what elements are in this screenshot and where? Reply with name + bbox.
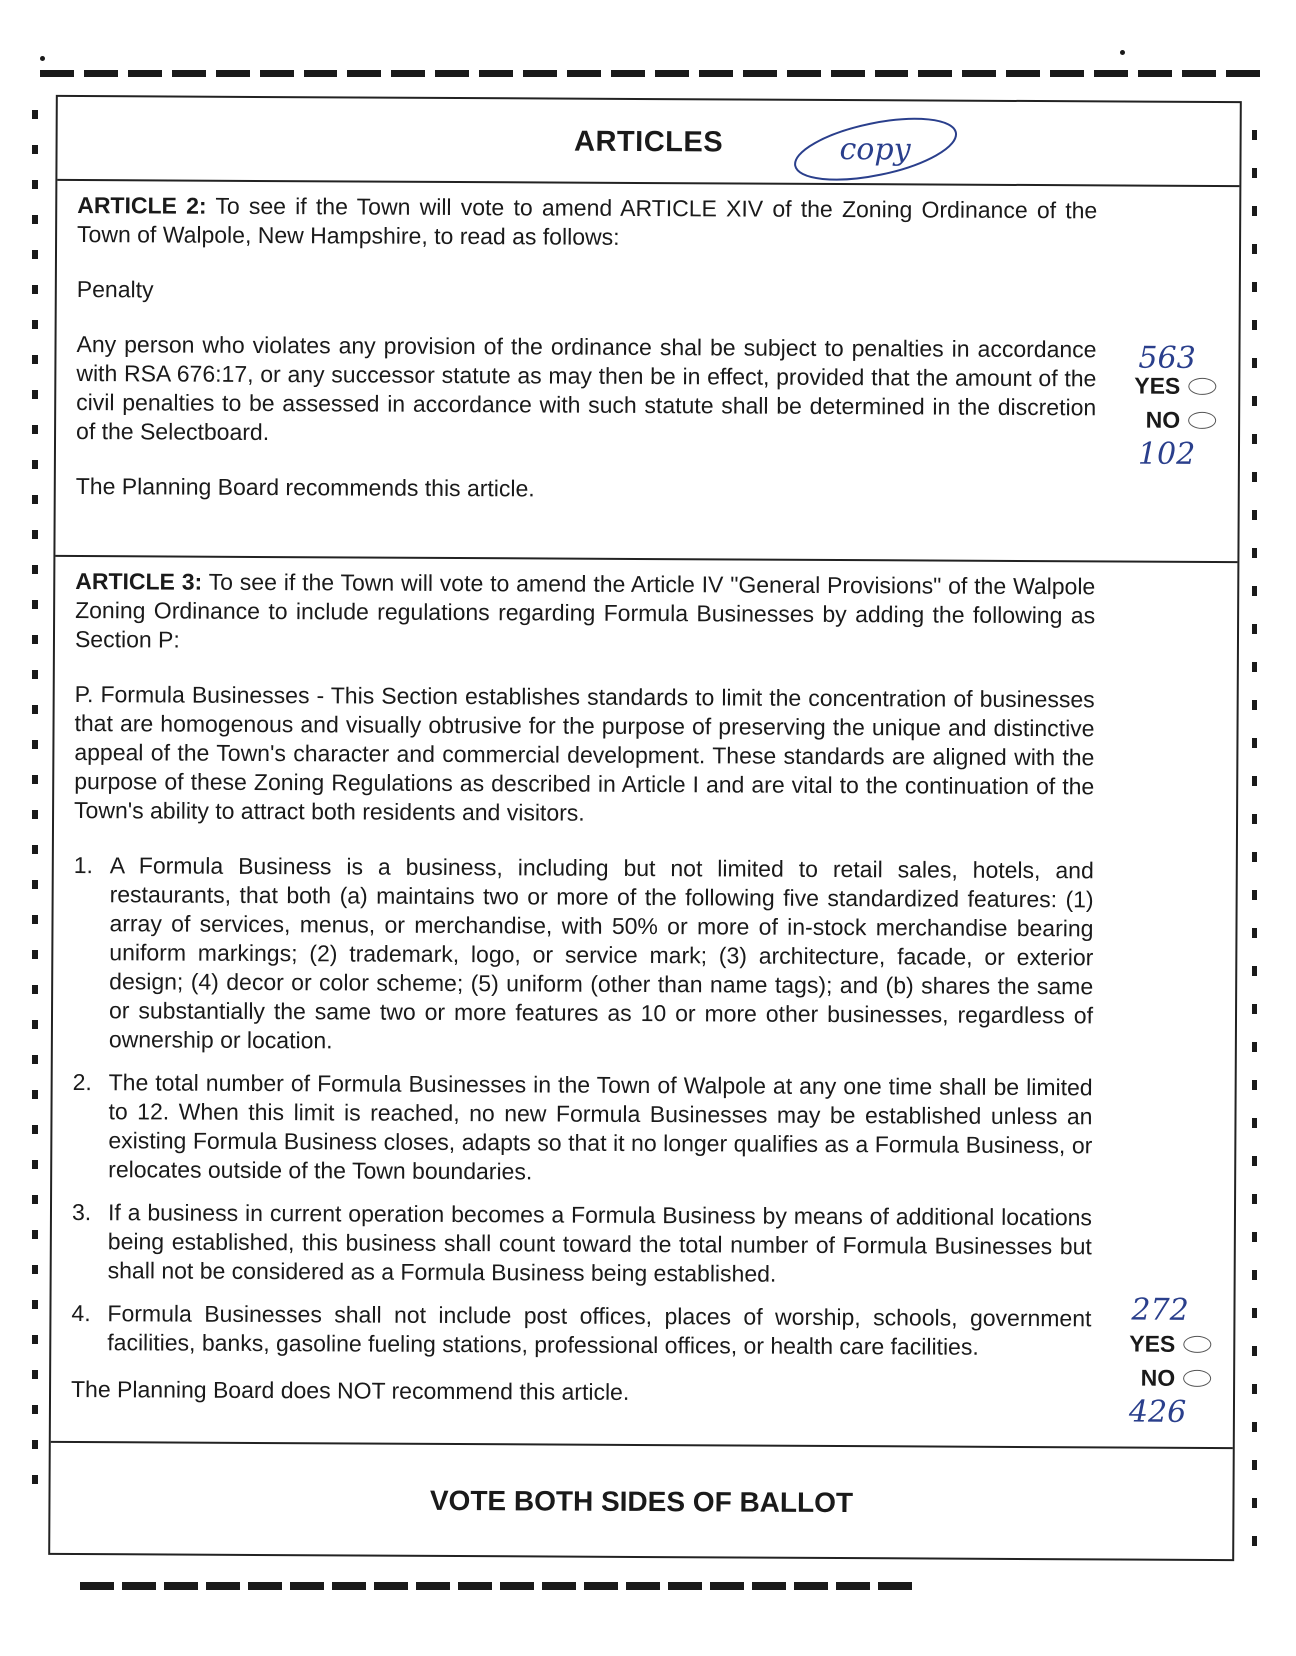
article-3-section — [51, 557, 1238, 1449]
timing-mark — [668, 1582, 702, 1590]
timing-mark — [32, 1230, 38, 1239]
timing-mark — [304, 70, 338, 77]
article-3-recommendation: The Planning Board does NOT recommend this article. — [70, 1376, 630, 1405]
timing-mark — [1252, 1080, 1257, 1090]
article-2-vote — [1116, 368, 1216, 437]
timing-mark — [32, 1370, 38, 1379]
timing-mark — [32, 1265, 38, 1274]
timing-mark — [699, 70, 733, 77]
timing-mark — [32, 1475, 38, 1484]
timing-mark — [260, 70, 294, 77]
timing-mark — [32, 705, 38, 714]
list-item: 3. If a business in current operation becomes a Formula Business by means of additional locations being established, this business shall count toward the total number of Formula Businesses but shall not be considered as a Formula Business being established. — [71, 1199, 1093, 1287]
ballot-box — [48, 95, 1242, 1561]
timing-mark — [743, 70, 777, 77]
article-3-intro: To see if the Town will vote to amend the Article IV "General Provisions" of the Walpole Zoning Ordinance to include regulations regarding Formula Businesses by adding the following as Section P: — [74, 568, 1096, 653]
timing-mark — [479, 70, 513, 77]
timing-mark — [1252, 206, 1257, 216]
timing-mark — [626, 1582, 660, 1590]
timing-mark — [1252, 1004, 1257, 1014]
timing-mark — [1252, 1308, 1257, 1318]
article-3-yes-option[interactable] — [1111, 1326, 1211, 1361]
timing-mark — [794, 1582, 828, 1590]
timing-mark — [32, 110, 38, 119]
timing-mark — [655, 70, 689, 77]
article-3-text — [71, 567, 1096, 1435]
article-2-recommendation: The Planning Board recommends this article. — [75, 473, 535, 502]
timing-mark — [32, 985, 38, 994]
timing-mark — [836, 1582, 870, 1590]
timing-mark — [1252, 282, 1257, 292]
timing-marks-bottom — [80, 1582, 920, 1590]
timing-mark — [32, 320, 38, 329]
timing-mark — [32, 495, 38, 504]
timing-mark — [1252, 928, 1257, 938]
timing-mark — [32, 635, 38, 644]
timing-mark — [1094, 70, 1128, 77]
timing-mark — [332, 1582, 366, 1590]
timing-mark — [216, 70, 250, 77]
timing-mark — [1252, 852, 1257, 862]
timing-mark — [1252, 890, 1257, 900]
timing-marks-left — [32, 110, 38, 1484]
timing-mark — [1252, 130, 1257, 140]
timing-mark — [32, 950, 38, 959]
timing-mark — [1252, 1536, 1257, 1546]
timing-mark — [918, 70, 952, 77]
article-3-section-p: P. Formula Businesses - This Section establishes standards to limit the concentration of businesses that are homogenous and visually obtrusive for the purpose of preserving the unique and distinctive appeal of the Town's character and commercial development. These standards are aligned with the purpose of these Zoning Regulations as described in Article I and are vital to the continuation of the Town's ability to attract both residents and visitors. — [74, 681, 1095, 826]
timing-mark — [32, 1300, 38, 1309]
timing-mark — [32, 915, 38, 924]
timing-mark — [567, 70, 601, 77]
timing-mark — [1252, 1042, 1257, 1052]
registration-dot — [40, 56, 45, 61]
timing-mark — [1252, 1384, 1257, 1394]
timing-mark — [1252, 472, 1257, 482]
timing-mark — [32, 845, 38, 854]
timing-mark — [32, 740, 38, 749]
article-3-lead: ARTICLE 3: — [75, 568, 203, 595]
timing-mark — [32, 1020, 38, 1029]
timing-mark — [122, 1582, 156, 1590]
article-3-no-tally: 426 — [1128, 1394, 1187, 1430]
timing-mark — [164, 1582, 198, 1590]
article-2-yes-tally: 563 — [1138, 340, 1196, 376]
timing-marks-right — [1252, 130, 1257, 1546]
timing-mark — [32, 1335, 38, 1344]
timing-mark — [542, 1582, 576, 1590]
registration-dot — [1120, 50, 1125, 55]
list-item: 2. The total number of Formula Businesses in the Town of Walpole at any one time shall be limited to 12. When this limit is reached, no new Formula Businesses may be established unless an existing Formula Business closes, adapts so that it no longer qualifies as a Formula Business, or relocates outside of the Town boundaries. — [72, 1069, 1093, 1185]
article-2-yes-option[interactable] — [1116, 368, 1216, 403]
timing-mark — [1182, 70, 1216, 77]
timing-mark — [1252, 738, 1257, 748]
timing-mark — [416, 1582, 450, 1590]
header-section — [57, 97, 1239, 187]
timing-mark — [710, 1582, 744, 1590]
timing-mark — [32, 880, 38, 889]
timing-mark — [84, 70, 118, 77]
article-2-no-option[interactable] — [1116, 402, 1216, 437]
article-3-yes-tally: 272 — [1131, 1292, 1189, 1328]
page-title: ARTICLES — [574, 125, 724, 159]
timing-mark — [1252, 776, 1257, 786]
no-label: NO — [1140, 1364, 1176, 1391]
no-oval[interactable] — [1188, 411, 1216, 428]
no-oval[interactable] — [1183, 1369, 1211, 1386]
article-2-lead: ARTICLE 2: — [77, 192, 207, 219]
timing-mark — [1252, 1346, 1257, 1356]
timing-mark — [435, 70, 469, 77]
timing-mark — [1252, 814, 1257, 824]
timing-mark — [1252, 624, 1257, 634]
timing-mark — [1252, 1232, 1257, 1242]
timing-mark — [1252, 586, 1257, 596]
timing-mark — [1252, 1118, 1257, 1128]
timing-mark — [172, 70, 206, 77]
timing-mark — [32, 1440, 38, 1449]
timing-mark — [1252, 434, 1257, 444]
timing-mark — [32, 600, 38, 609]
timing-mark — [523, 70, 557, 77]
timing-mark — [1050, 70, 1084, 77]
footer-section — [50, 1443, 1233, 1559]
timing-mark — [32, 1405, 38, 1414]
timing-mark — [32, 460, 38, 469]
timing-mark — [32, 180, 38, 189]
timing-mark — [32, 1125, 38, 1134]
timing-mark — [584, 1582, 618, 1590]
timing-mark — [1252, 168, 1257, 178]
timing-mark — [128, 70, 162, 77]
no-label: NO — [1145, 406, 1181, 433]
article-2-text — [76, 191, 1098, 532]
timing-mark — [1252, 510, 1257, 520]
timing-mark — [1252, 1460, 1257, 1470]
footer-notice: VOTE BOTH SIDES OF BALLOT — [429, 1484, 854, 1519]
article-2-body: Any person who violates any provision of the ordinance shal be subject to penalties in accordance with RSA 676:17, or any successor statute as may then be in effect, provided that the amount of the civil penalties to be assessed in accordance with such statute shall be determined in the discretion of the Selectboard. — [76, 331, 1097, 446]
timing-mark — [1252, 1194, 1257, 1204]
timing-mark — [374, 1582, 408, 1590]
timing-mark — [1006, 70, 1040, 77]
timing-mark — [40, 70, 74, 77]
yes-oval[interactable] — [1188, 377, 1216, 394]
timing-mark — [32, 1055, 38, 1064]
list-item: 4. Formula Businesses shall not include post offices, places of worship, schools, government facilities, banks, gasoline fueling stations, professional offices, or health care facilities. — [71, 1300, 1092, 1360]
timing-mark — [32, 1090, 38, 1099]
timing-mark — [1252, 1422, 1257, 1432]
article-2-section — [55, 181, 1239, 563]
timing-mark — [611, 70, 645, 77]
article-3-vote — [1111, 1326, 1211, 1395]
timing-mark — [32, 565, 38, 574]
handwritten-copy-annotation — [777, 105, 977, 186]
timing-mark — [32, 810, 38, 819]
timing-mark — [1252, 662, 1257, 672]
timing-mark — [32, 670, 38, 679]
timing-mark — [752, 1582, 786, 1590]
timing-mark — [32, 425, 38, 434]
timing-mark — [1252, 320, 1257, 330]
timing-mark — [32, 285, 38, 294]
timing-mark — [32, 145, 38, 154]
yes-oval[interactable] — [1183, 1335, 1211, 1352]
handwritten-copy-text: copy — [839, 132, 911, 168]
timing-mark — [787, 70, 821, 77]
timing-mark — [1252, 700, 1257, 710]
timing-mark — [248, 1582, 282, 1590]
timing-mark — [831, 70, 865, 77]
timing-mark — [1138, 70, 1172, 77]
timing-mark — [347, 70, 381, 77]
article-3-list — [71, 851, 1094, 1362]
timing-mark — [1252, 358, 1257, 368]
timing-mark — [1252, 966, 1257, 976]
timing-mark — [80, 1582, 114, 1590]
timing-mark — [1252, 396, 1257, 406]
timing-mark — [32, 250, 38, 259]
timing-mark — [1252, 1270, 1257, 1280]
timing-mark — [32, 1160, 38, 1169]
timing-mark — [206, 1582, 240, 1590]
timing-mark — [1252, 244, 1257, 254]
timing-mark — [1252, 1156, 1257, 1166]
timing-mark — [32, 390, 38, 399]
list-item: 1. A Formula Business is a business, including but not limited to retail sales, hotels, and restaurants, that both (a) maintains two or more of the following five standardized features: (1) array of services, menus, or merchandise, with 50% or more of in-stock merchandise bearing uniform markings; (2) trademark, logo, or service mark; (3) architecture, facade, or exterior design; (4) decor or color scheme; (5) uniform (other than name tags); and (b) shares the same or substantially the same two or more features as 10 or more other businesses, regardless of ownership or location. — [73, 852, 1094, 1054]
timing-mark — [1226, 70, 1260, 77]
timing-mark — [32, 1195, 38, 1204]
timing-mark — [962, 70, 996, 77]
yes-label: YES — [1129, 1330, 1176, 1357]
timing-marks-top — [40, 70, 1260, 77]
article-2-heading: Penalty — [76, 276, 154, 303]
timing-mark — [290, 1582, 324, 1590]
timing-mark — [458, 1582, 492, 1590]
yes-label: YES — [1134, 372, 1181, 399]
timing-mark — [878, 1582, 912, 1590]
timing-mark — [875, 70, 909, 77]
timing-mark — [391, 70, 425, 77]
timing-mark — [1252, 548, 1257, 558]
timing-mark — [1252, 1498, 1257, 1508]
timing-mark — [32, 355, 38, 364]
timing-mark — [32, 775, 38, 784]
article-2-no-tally: 102 — [1137, 436, 1196, 472]
article-2-intro: To see if the Town will vote to amend ARTICLE XIV of the Zoning Ordinance of the Town of Walpole, New Hampshire, to read as follows: — [77, 192, 1098, 250]
article-3-no-option[interactable] — [1111, 1360, 1211, 1395]
timing-mark — [32, 215, 38, 224]
timing-mark — [32, 530, 38, 539]
timing-mark — [500, 1582, 534, 1590]
